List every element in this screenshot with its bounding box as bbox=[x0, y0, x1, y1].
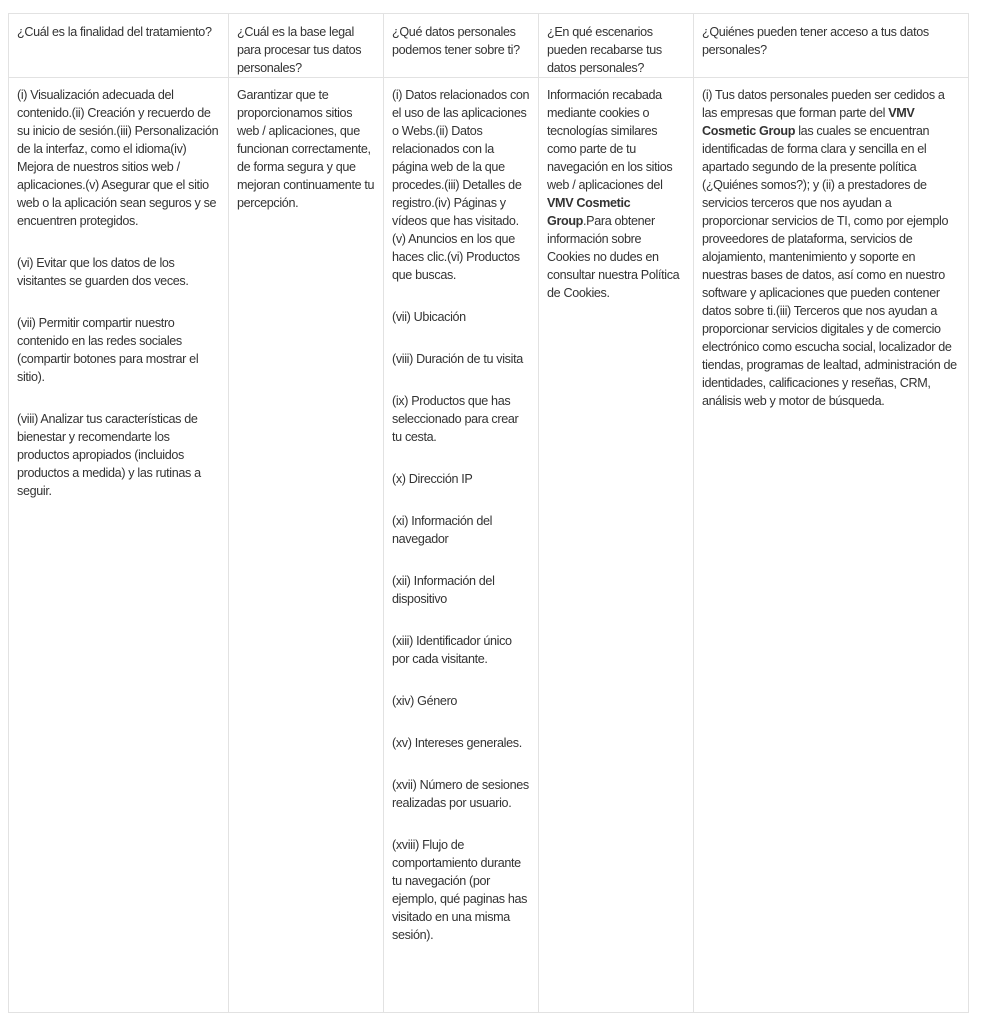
cell-scenarios bbox=[539, 78, 694, 1013]
table-row bbox=[9, 78, 969, 1013]
scenarios-text bbox=[547, 86, 685, 302]
personal-data-item: (xvii) Número de sesiones realizadas por usuario. bbox=[392, 778, 529, 810]
purpose-paragraph: (i) Visualización adecuada del contenido.(ii) Creación y recuerdo de su inicio de sesión.(iii) Personalización de la interfaz, como el idioma(iv) Mejora de nuestros sitios web / aplicaciones.(v) Asegurar que el sitio web o la aplicación sean seguros y se encuentren protegidos. bbox=[17, 88, 219, 228]
personal-data-item: (xi) Información del navegador bbox=[392, 514, 493, 546]
company-name: VMV Cosmetic Group bbox=[547, 196, 631, 228]
purpose-paragraph: (viii) Analizar tus características de bienestar y recomendarte los productos apropiados (incluidos productos a medida) y las rutinas a seguir. bbox=[17, 412, 201, 498]
personal-data-item: (viii) Duración de tu visita bbox=[392, 352, 523, 366]
scenarios-text-part: Información recabada mediante cookies o tecnologías similares como parte de tu navegación en los sitios web / aplicaciones del bbox=[547, 88, 673, 192]
personal-data-item: (xv) Intereses generales. bbox=[392, 736, 522, 750]
personal-data-item: (ix) Productos que has seleccionado para crear tu cesta. bbox=[392, 394, 519, 444]
personal-data-item: (x) Dirección IP bbox=[392, 472, 473, 486]
header-scenarios: ¿En qué escenarios pueden recabarse tus datos personales? bbox=[539, 14, 694, 78]
company-name: VMV Cosmetic Group bbox=[702, 106, 915, 138]
cell-access bbox=[694, 78, 969, 1013]
purpose-paragraph: (vii) Permitir compartir nuestro contenido en las redes sociales (compartir botones para mostrar el sitio). bbox=[17, 316, 199, 384]
header-access: ¿Quiénes pueden tener acceso a tus datos personales? bbox=[694, 14, 969, 78]
access-text-part: (i) Tus datos personales pueden ser cedidos a las empresas que forman parte del bbox=[702, 88, 945, 120]
purpose-paragraph: (vi) Evitar que los datos de los visitantes se guarden dos veces. bbox=[17, 256, 189, 288]
access-text bbox=[702, 86, 960, 410]
privacy-table bbox=[8, 13, 969, 1013]
personal-data-item: (xviii) Flujo de comportamiento durante tu navegación (por ejemplo, qué paginas has visitado en una misma sesión). bbox=[392, 838, 528, 942]
privacy-table-container bbox=[8, 13, 968, 1013]
cell-legal-basis bbox=[229, 78, 384, 1013]
header-personal-data: ¿Qué datos personales podemos tener sobre ti? bbox=[384, 14, 539, 78]
personal-data-paragraph: (i) Datos relacionados con el uso de las aplicaciones o Webs.(ii) Datos relacionados con la página web de la que procedes.(iii) Detalles de registro.(iv) Páginas y vídeos que has visitado.(v) Anuncios en los que haces clic.(vi) Productos que buscas. bbox=[392, 88, 530, 282]
cell-purpose bbox=[9, 78, 229, 1013]
personal-data-item: (vii) Ubicación bbox=[392, 310, 466, 324]
legal-basis-text: Garantizar que te proporcionamos sitios web / aplicaciones, que funcionan correctamente, de forma segura y que mejoran continuamente tu percepción. bbox=[237, 88, 375, 210]
personal-data-item: (xiii) Identificador único por cada visitante. bbox=[392, 634, 512, 666]
personal-data-item: (xiv) Género bbox=[392, 694, 458, 708]
header-legal-basis: ¿Cuál es la base legal para procesar tus datos personales? bbox=[229, 14, 384, 78]
table-header-row bbox=[9, 14, 969, 78]
header-purpose: ¿Cuál es la finalidad del tratamiento? bbox=[9, 14, 229, 78]
personal-data-item: (xii) Información del dispositivo bbox=[392, 574, 495, 606]
scenarios-text-part: .Para obtener información sobre Cookies no dudes en consultar nuestra Política de Cookies. bbox=[547, 214, 680, 300]
cell-personal-data bbox=[384, 78, 539, 1013]
access-text-part: las cuales se encuentran identificadas de forma clara y sencilla en el apartado segundo de la presente política (¿Quiénes somos?); y (ii) a prestadores de servicios terceros que nos ayudan a proporcionar servicios de TI, como por ejemplo proveedores de plataforma, servicios de alojamiento, mantenimiento y soporte en nuestras bases de datos, así como en nuestro software y aplicaciones que pueden contener datos sobre ti.(iii) Terceros que nos ayudan a proporcionar servicios digitales y de comercio electrónico como escucha social, localizador de tiendas, programas de lealtad, administración de identidades, calificaciones y reseñas, CRM, análisis web y motor de búsqueda. bbox=[702, 124, 957, 408]
